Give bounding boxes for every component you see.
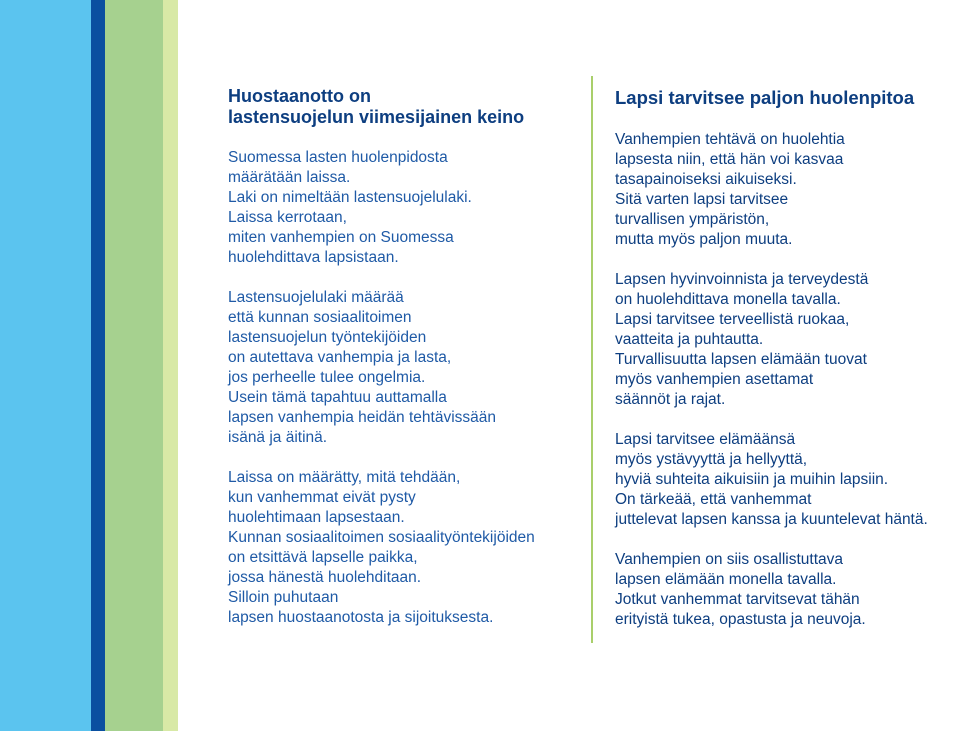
text-line: Lapsen hyvinvoinnista ja terveydestä (615, 271, 869, 288)
text-line: Lapsi tarvitsee elämäänsä (615, 431, 796, 448)
text-line: Vanhempien on siis osallistuttava (615, 551, 844, 568)
text-line: juttelevat lapsen kanssa ja kuuntelevat häntä. (615, 511, 928, 528)
text-line: että kunnan sosiaalitoimen (228, 309, 412, 326)
text-line: miten vanhempien on Suomessa (228, 229, 454, 246)
text-line: on huolehdittava monella tavalla. (615, 291, 841, 308)
decorative-stripe-dark-blue (91, 0, 105, 731)
text-line: hyviä suhteita aikuisiin ja muihin lapsiin. (615, 471, 889, 488)
left-heading-line: lastensuojelun viimesijainen keino (228, 107, 525, 127)
text-line: mutta myös paljon muuta. (615, 231, 793, 248)
text-line: on autettava vanhempia ja lasta, (228, 349, 452, 366)
text-line: Jotkut vanhemmat tarvitsevat tähän (615, 591, 860, 608)
left-paragraph (228, 288, 588, 448)
text-line: on etsittävä lapselle paikka, (228, 549, 418, 566)
text-line: lapsen elämään monella tavalla. (615, 571, 837, 588)
text-line: Vanhempien tehtävä on huolehtia (615, 131, 845, 148)
text-line: lapsesta niin, että hän voi kasvaa (615, 151, 844, 168)
decorative-stripe-green (105, 0, 163, 731)
left-column (228, 86, 588, 628)
decorative-stripe-pale-green (163, 0, 178, 731)
right-paragraph (615, 550, 960, 630)
text-line: On tärkeää, että vanhemmat (615, 491, 812, 508)
right-paragraph (615, 130, 960, 250)
right-heading: Lapsi tarvitsee paljon huolenpitoa (615, 87, 915, 108)
right-paragraph (615, 430, 960, 530)
text-line: Sitä varten lapsi tarvitsee (615, 191, 789, 208)
decorative-stripe-light-blue (0, 0, 91, 731)
text-line: lapsen huostaanotosta ja sijoituksesta. (228, 609, 494, 626)
text-line: jossa hänestä huolehditaan. (228, 569, 422, 586)
text-line: Laissa on määrätty, mitä tehdään, (228, 469, 461, 486)
text-line: määrätään laissa. (228, 169, 351, 186)
text-line: Turvallisuutta lapsen elämään tuovat (615, 351, 867, 368)
text-line: Laissa kerrotaan, (228, 209, 347, 226)
text-line: säännöt ja rajat. (615, 391, 726, 408)
text-line: kun vanhemmat eivät pysty (228, 489, 416, 506)
left-paragraph (228, 468, 588, 628)
text-line: vaatteita ja puhtautta. (615, 331, 764, 348)
text-line: Suomessa lasten huolenpidosta (228, 149, 448, 166)
text-line: Usein tämä tapahtuu auttamalla (228, 389, 447, 406)
text-line: huolehdittava lapsistaan. (228, 249, 399, 266)
left-heading-line: Huostaanotto on (228, 86, 371, 106)
column-divider (591, 76, 593, 643)
text-line: Lastensuojelulaki määrää (228, 289, 404, 306)
text-line: myös ystävyyttä ja hellyyttä, (615, 451, 808, 468)
text-line: Kunnan sosiaalitoimen sosiaalityöntekijöiden (228, 529, 535, 546)
left-paragraph (228, 148, 588, 268)
text-line: lastensuojelun työntekijöiden (228, 329, 427, 346)
text-line: jos perheelle tulee ongelmia. (228, 369, 426, 386)
text-line: turvallisen ympäristön, (615, 211, 770, 228)
right-paragraph (615, 270, 960, 410)
right-column (615, 86, 960, 630)
text-line: Silloin puhutaan (228, 589, 339, 606)
text-line: lapsen vanhempia heidän tehtävissään (228, 409, 496, 426)
text-line: erityistä tukea, opastusta ja neuvoja. (615, 611, 866, 628)
text-line: isänä ja äitinä. (228, 429, 328, 446)
text-line: tasapainoiseksi aikuiseksi. (615, 171, 797, 188)
text-line: Laki on nimeltään lastensuojelulaki. (228, 189, 472, 206)
text-line: myös vanhempien asettamat (615, 371, 814, 388)
text-line: huolehtimaan lapsestaan. (228, 509, 405, 526)
text-line: Lapsi tarvitsee terveellistä ruokaa, (615, 311, 850, 328)
left-heading (228, 86, 588, 128)
